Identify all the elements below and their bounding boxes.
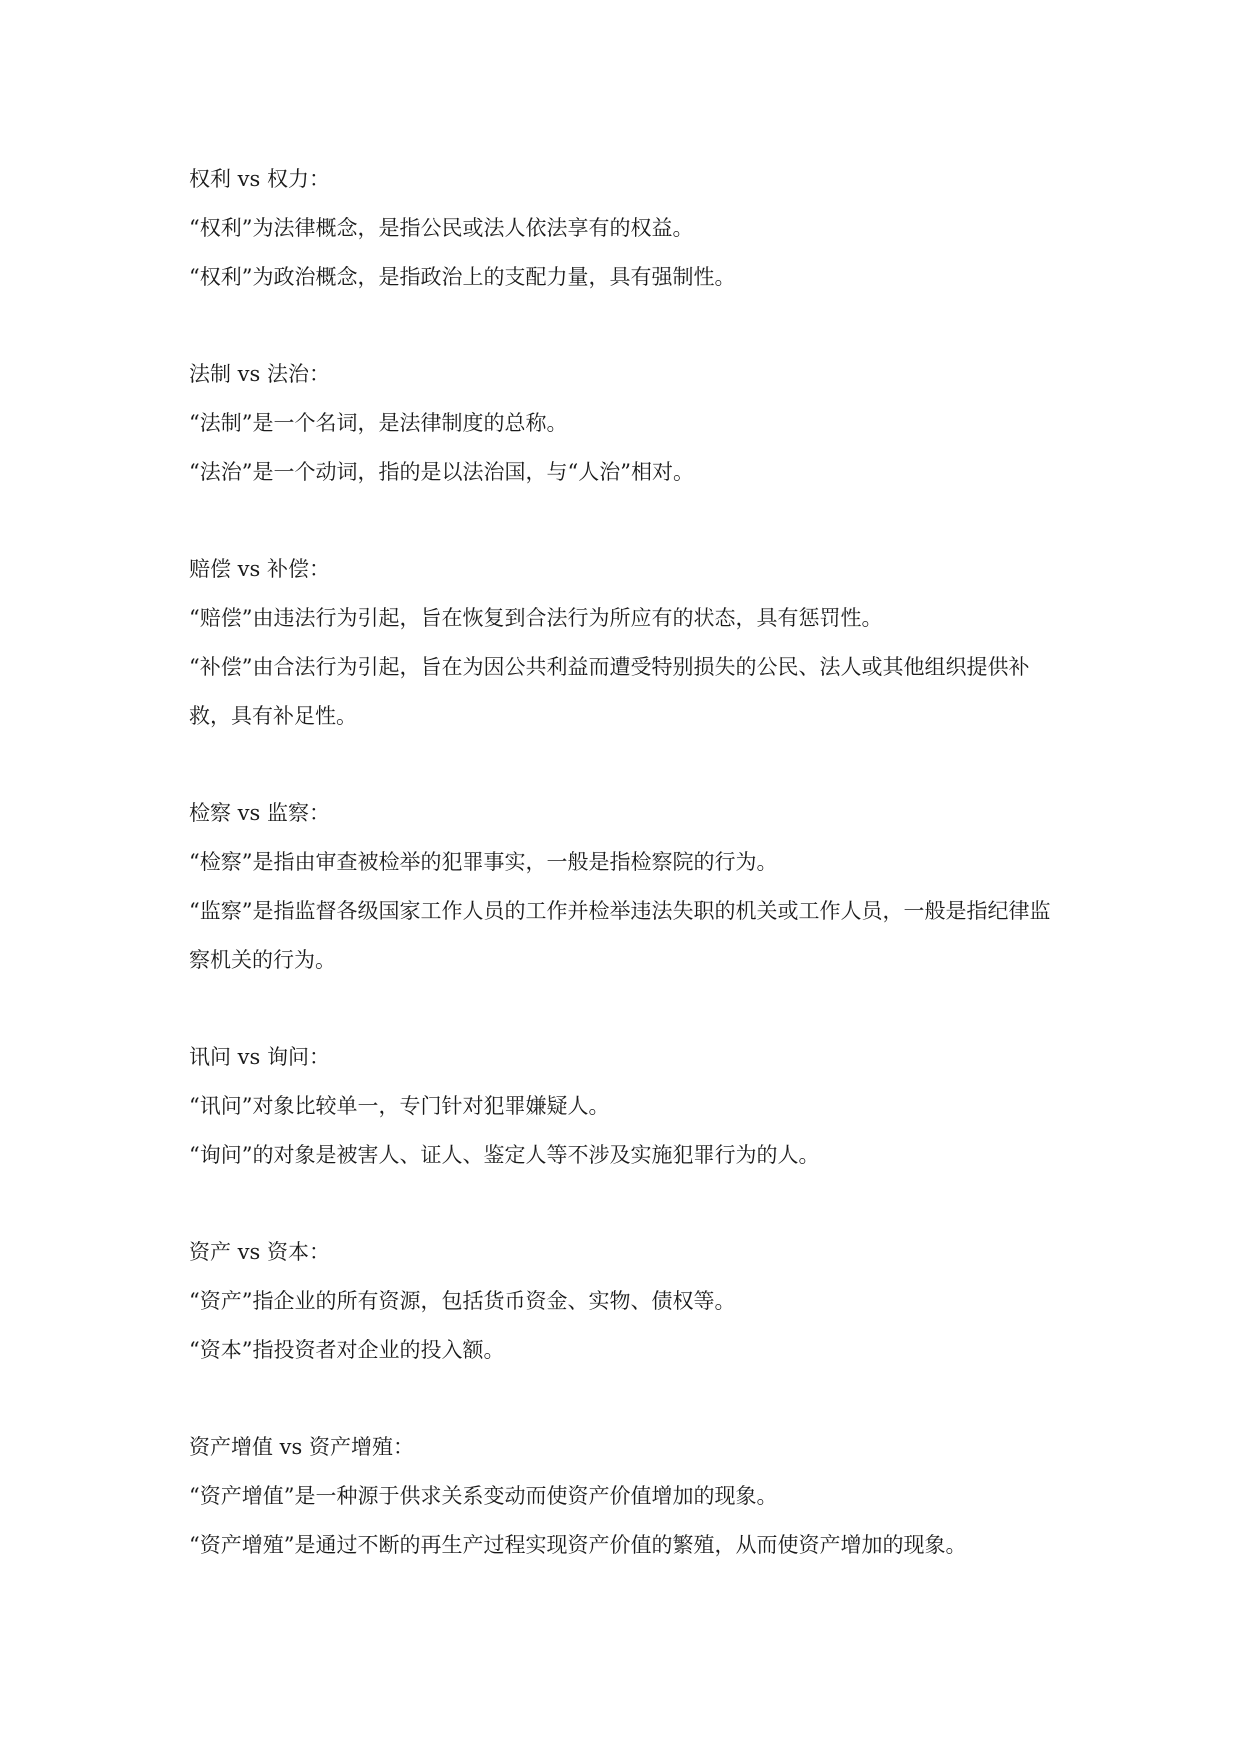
section-heading: 权利 vs 权力：	[189, 167, 330, 191]
document-content	[189, 155, 1069, 1570]
definition-line: “资产增值”是一种源于供求关系变动而使资产价值增加的现象。	[189, 1484, 778, 1508]
section-asset-appreciation-vs-asset-proliferation	[189, 1423, 1069, 1570]
section-heading: 检察 vs 监察：	[189, 801, 330, 825]
section-heading: 资产增值 vs 资产增殖：	[189, 1435, 414, 1459]
section-heading: 法制 vs 法治：	[189, 362, 330, 386]
section-assets-vs-capital	[189, 1228, 1069, 1375]
section-rights-vs-power	[189, 155, 1069, 302]
definition-line: “监察”是指监督各级国家工作人员的工作并检举违法失职的机关或工作人员，一般是指纪律监察机关的行为。	[189, 899, 1051, 972]
section-heading: 资产 vs 资本：	[189, 1240, 330, 1264]
definition-line: “资产增殖”是通过不断的再生产过程实现资产价值的繁殖，从而使资产增加的现象。	[189, 1533, 967, 1557]
definition-line: “检察”是指由审查被检举的犯罪事实，一般是指检察院的行为。	[189, 850, 778, 874]
definition-line: “资产”指企业的所有资源，包括货币资金、实物、债权等。	[189, 1289, 736, 1313]
definition-line: “权利”为政治概念，是指政治上的支配力量，具有强制性。	[189, 265, 736, 289]
definition-line: “权利”为法律概念，是指公民或法人依法享有的权益。	[189, 216, 694, 240]
section-interrogation-vs-inquiry	[189, 1033, 1069, 1180]
definition-line: “补偿”由合法行为引起，旨在为因公共利益而遭受特别损失的公民、法人或其他组织提供补救，具有补足性。	[189, 655, 1030, 728]
definition-line: “法治”是一个动词，指的是以法治国，与“人治”相对。	[189, 460, 694, 484]
section-heading: 赔偿 vs 补偿：	[189, 557, 330, 581]
section-compensation-vs-indemnity	[189, 545, 1069, 741]
definition-line: “法制”是一个名词，是法律制度的总称。	[189, 411, 568, 435]
section-legal-system-vs-rule-of-law	[189, 350, 1069, 497]
definition-line: “讯问”对象比较单一，专门针对犯罪嫌疑人。	[189, 1094, 610, 1118]
section-procuratorate-vs-supervision	[189, 789, 1069, 985]
definition-line: “资本”指投资者对企业的投入额。	[189, 1338, 505, 1362]
definition-line: “赔偿”由违法行为引起，旨在恢复到合法行为所应有的状态，具有惩罚性。	[189, 606, 883, 630]
section-heading: 讯问 vs 询问：	[189, 1045, 330, 1069]
definition-line: “询问”的对象是被害人、证人、鉴定人等不涉及实施犯罪行为的人。	[189, 1143, 820, 1167]
